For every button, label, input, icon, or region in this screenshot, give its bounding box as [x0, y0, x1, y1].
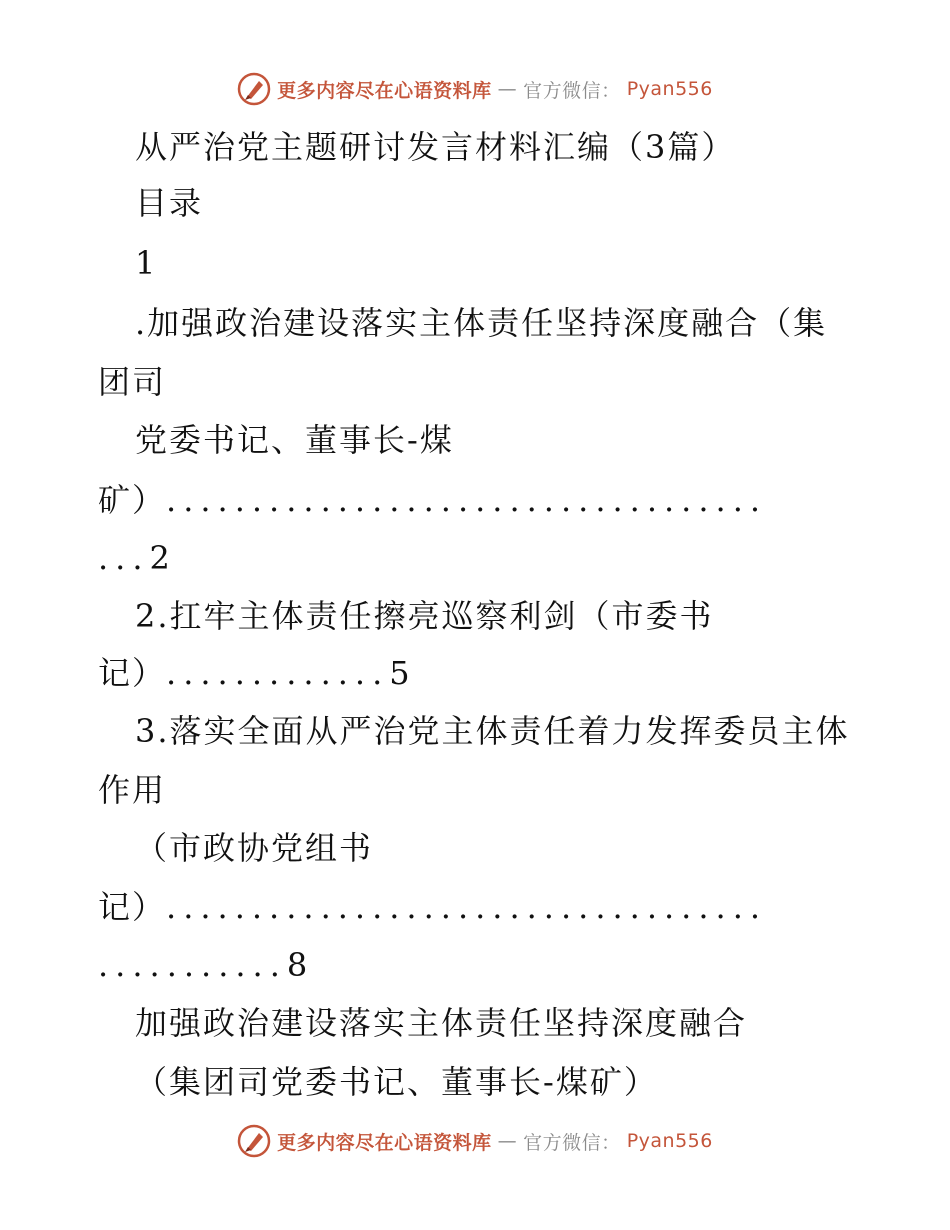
toc-entry-3-line3: （市政协党组书	[135, 829, 374, 867]
toc-entry-3-line4-prefix: 记）	[98, 888, 167, 926]
toc-entry-1-line2: 团司	[98, 363, 167, 401]
pen-logo-icon	[237, 72, 271, 106]
watermark-main-text: 更多内容尽在心语资料库	[277, 79, 492, 102]
toc-entry-1-page-number: ...2	[98, 539, 177, 577]
toc-entry-2-leader-dots: .............5	[166, 654, 417, 692]
watermark-banner-top	[0, 72, 950, 106]
toc-entry-2-line2-prefix: 记）	[98, 654, 167, 692]
document-title: 从严治党主题研讨发言材料汇编（3篇）	[135, 128, 736, 166]
toc-entry-1-line1: .加强政治建设落实主体责任坚持深度融合（集	[135, 304, 828, 342]
watermark-banner-bottom	[0, 1124, 950, 1158]
section-title-line1: 加强政治建设落实主体责任坚持深度融合	[135, 1004, 748, 1042]
toc-entry-1-leader-dots: ...................................	[166, 481, 768, 519]
toc-entry-1-line4	[98, 480, 767, 520]
pen-logo-icon	[237, 1124, 271, 1158]
toc-entry-3-page-number: ...........8	[98, 946, 315, 984]
watermark-dash: —	[497, 78, 518, 100]
watermark-dash: —	[497, 1130, 518, 1152]
watermark-label: 官方微信：	[523, 1131, 621, 1154]
toc-entry-3-line4	[98, 887, 767, 927]
toc-heading: 目录	[135, 184, 204, 222]
watermark-id: Pyan556	[626, 78, 713, 100]
toc-entry-2-line2	[98, 653, 417, 693]
toc-entry-3-line1: 3.落实全面从严治党主体责任着力发挥委员主体	[135, 712, 850, 750]
toc-entry-3-leader-dots: ...................................	[166, 888, 768, 926]
watermark-label: 官方微信：	[523, 79, 621, 102]
toc-entry-1-line4-prefix: 矿）	[98, 481, 167, 519]
toc-entry-1-line3: 党委书记、董事长-煤	[135, 421, 454, 459]
toc-entry-1-number: 1	[135, 244, 158, 282]
watermark-id: Pyan556	[626, 1130, 713, 1152]
watermark-main-text: 更多内容尽在心语资料库	[277, 1131, 492, 1154]
toc-entry-3-line2: 作用	[98, 771, 167, 809]
section-title-line2: （集团司党委书记、董事长-煤矿）	[135, 1063, 658, 1101]
toc-entry-2-line1: 2.扛牢主体责任擦亮巡察利剑（市委书	[135, 597, 714, 635]
